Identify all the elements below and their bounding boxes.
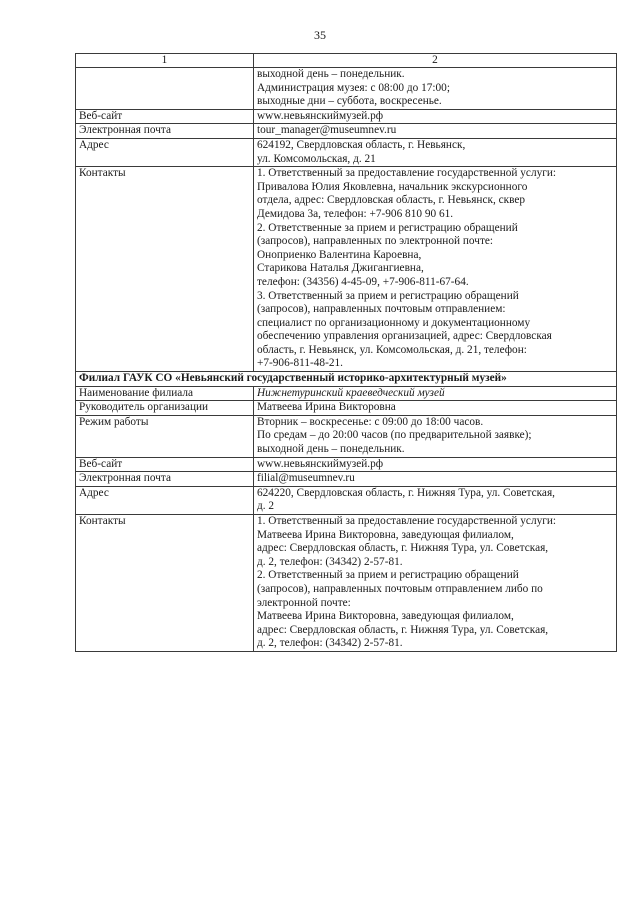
branch-head-value: Матвеева Ирина Викторовна [254, 401, 617, 416]
text-line: отдела, адрес: Свердловская область, г. Невьянск, сквер [257, 194, 526, 207]
info-table [75, 53, 617, 652]
text-line: Матвеева Ирина Викторовна, заведующая филиалом, [257, 610, 514, 623]
text-line: 3. Ответственный за прием и регистрацию обращений [257, 289, 519, 302]
text-line: Демидова 3а, телефон: +7-906 810 90 61. [257, 207, 454, 220]
text-line: выходной день – понедельник. [257, 68, 405, 80]
text-line: д. 2, телефон: (34342) 2-57-81. [257, 555, 403, 568]
museum-address-value [254, 138, 617, 166]
branch-name-value: Нижнетуринский краеведческий музей [254, 386, 617, 401]
branch-title-row [76, 372, 617, 387]
text-line: (запросов), направленных почтовым отправлением либо по [257, 582, 543, 595]
museum-hours-value [254, 68, 617, 110]
museum-address-label: Адрес [76, 138, 254, 166]
text-line: область, г. Невьянск, ул. Комсомольская, д. 21, телефон: [257, 343, 527, 356]
text-line: обеспечению управления организацией, адрес: Свердловская [257, 330, 552, 343]
branch-email-label: Электронная почта [76, 472, 254, 487]
text-line: +7-906-811-48-21. [257, 357, 343, 370]
text-line: выходные дни – суббота, воскресенье. [257, 95, 442, 108]
branch-website-label: Веб-сайт [76, 457, 254, 472]
branch-address-value [254, 486, 617, 514]
branch-hours-row [76, 415, 617, 457]
museum-email-row [76, 124, 617, 139]
museum-email-link[interactable]: tour_manager@museumnev.ru [254, 124, 617, 139]
museum-contacts-value [254, 167, 617, 372]
branch-contacts-value [254, 515, 617, 652]
museum-email-label: Электронная почта [76, 124, 254, 139]
museum-website-label: Веб-сайт [76, 109, 254, 124]
branch-hours-value [254, 415, 617, 457]
museum-hours-row [76, 68, 617, 110]
branch-head-row [76, 401, 617, 416]
text-line: выходной день – понедельник. [257, 443, 405, 456]
text-line: адрес: Свердловская область, г. Нижняя Тура, ул. Советская, [257, 542, 549, 555]
branch-name-row [76, 386, 617, 401]
museum-contacts-label: Контакты [76, 167, 254, 372]
text-line: электронной почте: [257, 596, 351, 609]
branch-contacts-label: Контакты [76, 515, 254, 652]
branch-email-link[interactable]: filial@museumnev.ru [254, 472, 617, 487]
branch-address-label: Адрес [76, 486, 254, 514]
museum-contacts-row [76, 167, 617, 372]
branch-email-row [76, 472, 617, 487]
branch-section-title: Филиал ГАУК СО «Невьянский государственный историко-архитектурный музей» [76, 372, 617, 387]
text-line: 2. Ответственный за прием и регистрацию обращений [257, 569, 519, 582]
text-line: Оноприенко Валентина Кароевна, [257, 248, 422, 261]
branch-address-row [76, 486, 617, 514]
header-col-2: 2 [254, 54, 617, 68]
branch-website-row [76, 457, 617, 472]
text-line: специалист по организационному и документационному [257, 316, 531, 329]
branch-head-label: Руководитель организации [76, 401, 254, 416]
text-line: ул. Комсомольская, д. 21 [257, 152, 376, 165]
text-line: 2. Ответственные за прием и регистрацию обращений [257, 221, 518, 234]
branch-name-label: Наименование филиала [76, 386, 254, 401]
text-line: 1. Ответственный за предоставление государственной услуги: [257, 167, 557, 180]
text-line: 624220, Свердловская область, г. Нижняя Тура, ул. Советская, [257, 486, 555, 499]
text-line: Привалова Юлия Яковлевна, начальник экскурсионного [257, 180, 528, 193]
text-line: 624192, Свердловская область, г. Невьянск, [257, 138, 466, 151]
text-line: д. 2, телефон: (34342) 2-57-81. [257, 637, 403, 650]
museum-address-row [76, 138, 617, 166]
text-line: По средам – до 20:00 часов (по предварительной заявке); [257, 429, 532, 442]
table-header-row [76, 54, 617, 68]
text-line: телефон: (34356) 4-45-09, +7-906-811-67-64. [257, 275, 469, 288]
page-number: 35 [314, 28, 326, 42]
text-line: (запросов), направленных почтовым отправлением: [257, 303, 506, 316]
branch-website-link[interactable]: www.невьянскиймузей.рф [254, 457, 617, 472]
branch-contacts-row [76, 515, 617, 652]
text-line: Матвеева Ирина Викторовна, заведующая филиалом, [257, 528, 514, 541]
museum-website-link[interactable]: www.невьянскиймузей.рф [254, 109, 617, 124]
header-col-1: 1 [76, 54, 254, 68]
text-line: Старикова Наталья Джигангиевна, [257, 262, 424, 275]
text-line: Администрация музея: с 08:00 до 17:00; [257, 81, 450, 94]
text-line: Вторник – воскресенье: с 09:00 до 18:00 часов. [257, 415, 484, 428]
text-line: адрес: Свердловская область, г. Нижняя Тура, ул. Советская, [257, 623, 549, 636]
text-line: 1. Ответственный за предоставление государственной услуги: [257, 515, 557, 527]
empty-label-cell [76, 68, 254, 110]
text-line: (запросов), направленных по электронной почте: [257, 235, 494, 248]
branch-hours-label: Режим работы [76, 415, 254, 457]
text-line: д. 2 [257, 500, 275, 513]
museum-website-row [76, 109, 617, 124]
